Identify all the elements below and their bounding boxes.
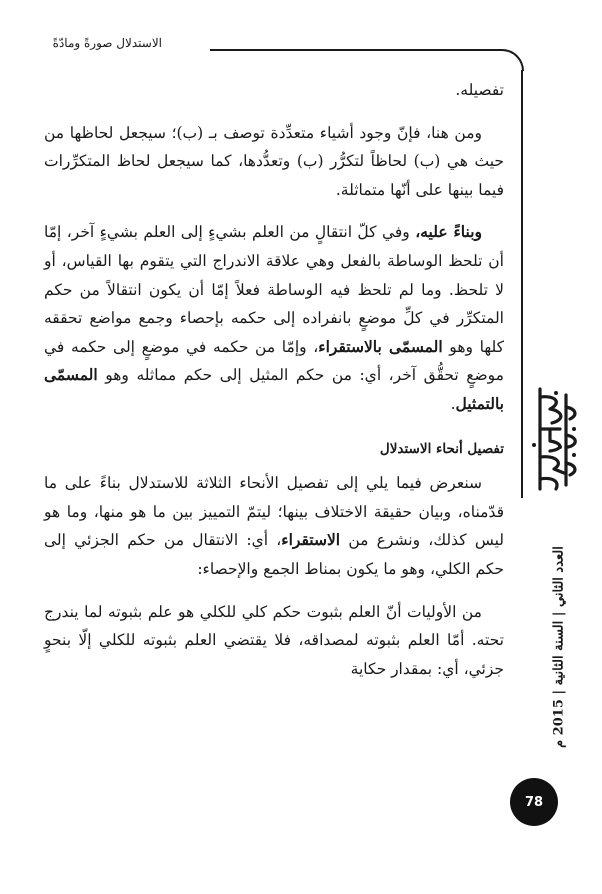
page-body [44, 76, 504, 683]
header-rule [210, 49, 502, 51]
issue-info [544, 506, 574, 788]
paragraph-text: ومن هنا، فإنّ وجود أشياء متعدِّدة توصف بـ (ب)؛ سيجعل لحاظها من حيث هي (ب) لحاظاً لتكرُّر (ب) وتعدُّدها، كما سيجعل لحاظ المتكرِّرات فيما بينها على أنّها متماثلة. [44, 123, 504, 199]
paragraph [44, 469, 504, 583]
paragraph-text: من الأوليات أنّ العلم بثبوت حكم كلي للكلي هو علم بثبوته لما يندرج تحته. أمّا العلم بثبوته لمصداقه، فلا يقتضي العلم بثبوته للكلي إلّا بنحوٍ جزئي، أي: بمقدار حكاية [44, 602, 504, 678]
journal-logo-text: المحجّة العقلية [326, 184, 339, 186]
paragraph [44, 119, 504, 205]
margin-rule [521, 70, 523, 498]
paragraph-text: ، أي: الانتقال من حكم الجزئي إلى حكم الكلي، وهو ما يكون بمناط الجمع والإحصاء: [44, 531, 504, 578]
term-tamthil: المسمّى بالتمثيل [44, 365, 504, 413]
running-title: الاستدلال صورةً ومادّةً [52, 36, 162, 50]
paragraph-text: سنعرض فيما يلي إلى تفصيل الأنحاء الثلاثة للاستدلال بناءً على ما قدّمناه، وبيان حقيقة الاختلاف بينها؛ ليتمّ التمييز بين ما هو منها، وما هو ليس كذلك، ونشرع من [44, 474, 504, 550]
paragraph [44, 598, 504, 684]
header-rule-corner [502, 49, 524, 71]
paragraph-text: . [450, 394, 456, 413]
paragraph-text: وفي كلّ انتقالٍ من العلم بشيءٍ إلى العلم بشيءٍ آخر، إمّا أن تلحظ الوساطة بالفعل وهي علاقة الاندراج التي يتقوم بها القياس، أو لا تلحظ. وما لم تلحظ فيه الوساطة فعلاً إمّا أن يكون انتقالاً من حكم المتكرِّر في كلِّ موضعٍ بانفراده إلى حكمه بإحصاء وجمع مواضع تحققه كلها وهو [44, 223, 505, 356]
issue-line: العدد الثاني | السنة الثانية | 2015 م [551, 546, 567, 748]
paragraph [44, 218, 504, 418]
term-istiqra: الاستقراء [281, 530, 341, 550]
term-istiqra: المسمّى بالاستقراء [318, 336, 443, 356]
page-number-badge [510, 778, 558, 826]
page-number: 78 [524, 794, 544, 810]
paragraph-text: ، وإمّا من حكمه في موضعٍ إلى حكمه في موضعٍ تحقُّق آخر، أي: من حكم المثيل إلى حكم مماثله وهو [44, 337, 504, 385]
emphasis-phrase: وبناءً عليه، [415, 222, 482, 242]
section-heading: تفصيل أنحاء الاستدلال [379, 440, 504, 457]
paragraph-continuation: تفصيله. [455, 81, 504, 99]
